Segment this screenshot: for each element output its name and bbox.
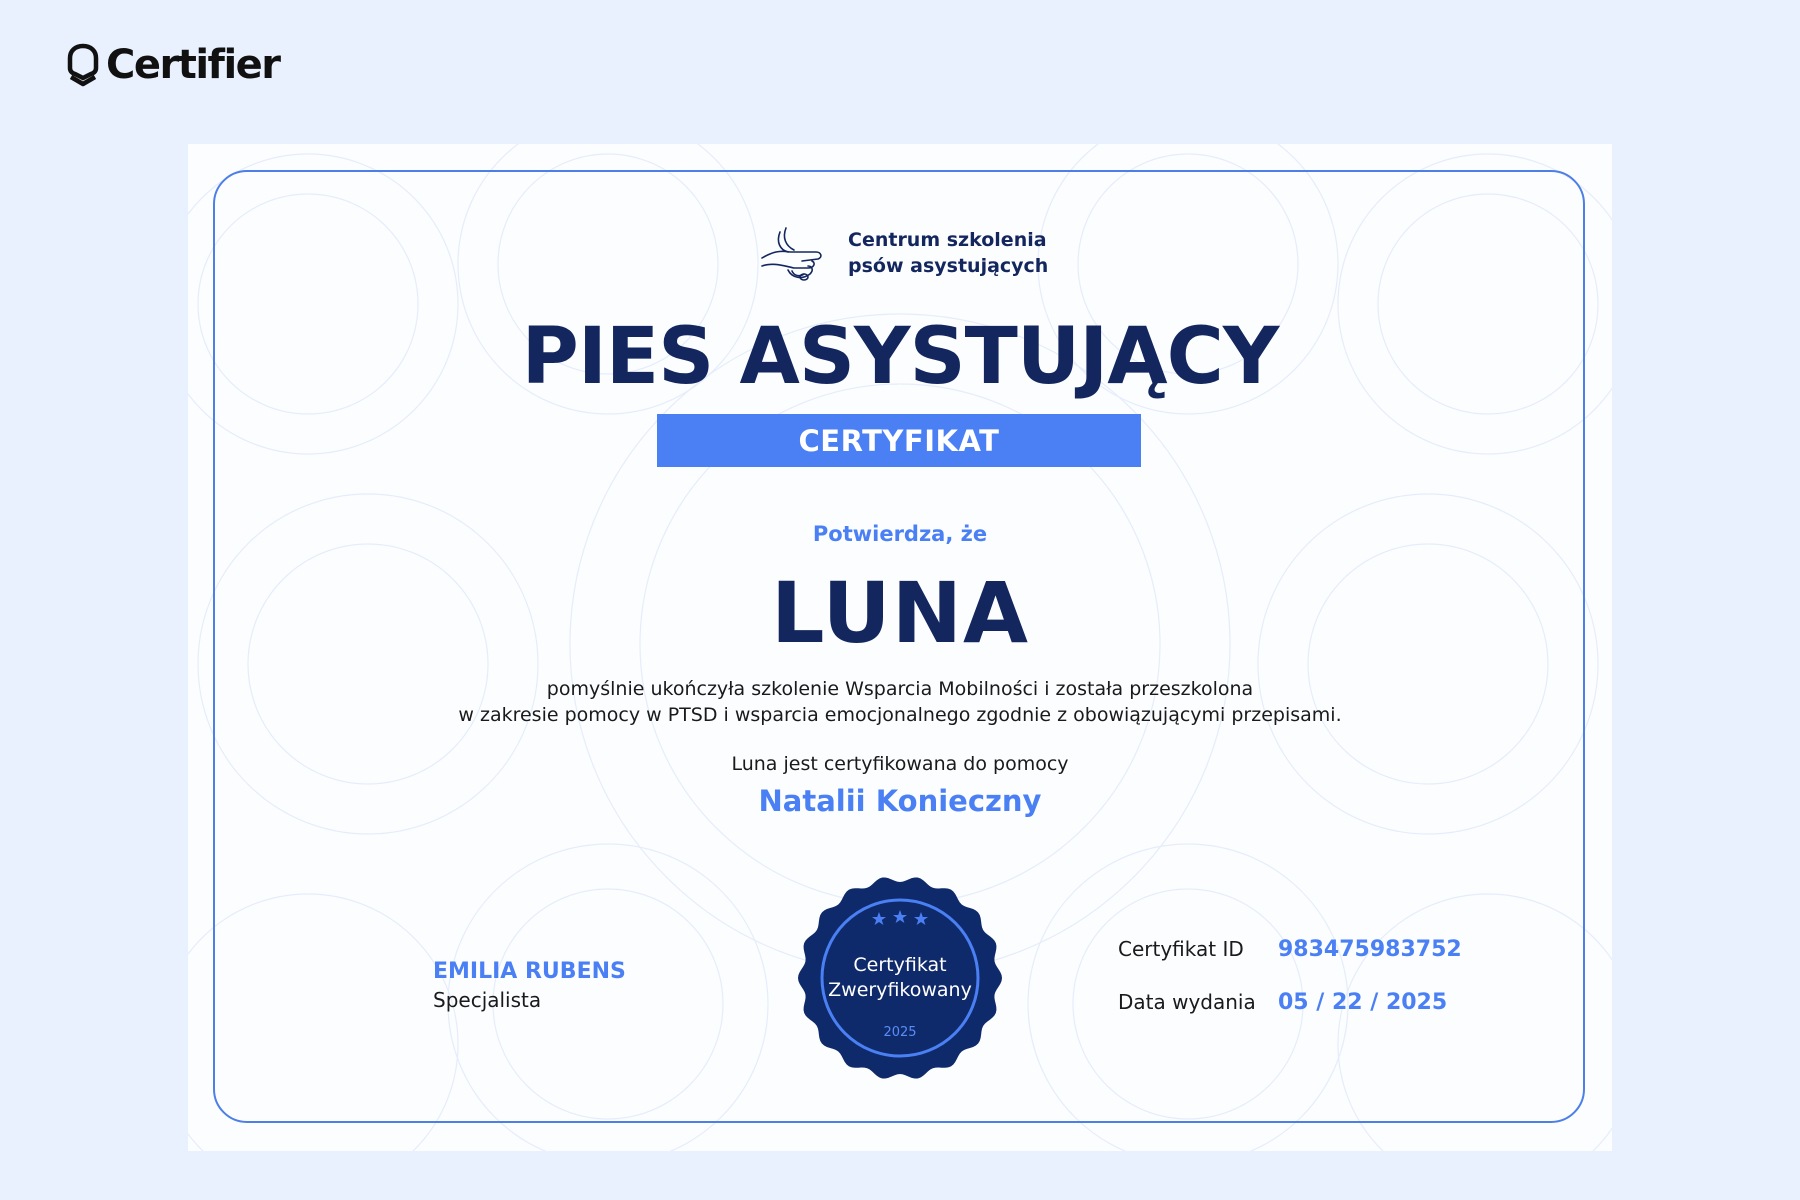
certificate-title: PIES ASYSTUJĄCY [521, 312, 1279, 402]
signer-role: Specjalista [433, 988, 542, 1012]
confirms-text: Potwierdza, że [812, 522, 988, 546]
certificate-id-value: 983475983752 [1278, 937, 1462, 962]
seal-line1: Certyfikat [853, 954, 947, 976]
verified-seal [796, 874, 1004, 1082]
handler-name: Natalii Konieczny [758, 784, 1042, 818]
description-line2: w zakresie pomocy w PTSD i wsparcia emocjonalnego zgodnie z obowiązującymi przepisami. [458, 704, 1342, 726]
seal-year: 2025 [883, 1025, 917, 1040]
seal-badge-shape [796, 874, 1004, 1082]
certificate-ribbon: CERTYFIKAT [657, 414, 1141, 467]
certificate-sheet [188, 144, 1612, 1151]
signer-block [433, 959, 626, 1012]
signer-name: EMILIA RUBENS [433, 959, 626, 984]
organization-name-line1: Centrum szkolenia [848, 229, 1047, 251]
recipient-name: LUNA [770, 564, 1030, 662]
brand-header [66, 42, 280, 88]
description-line1: pomyślnie ukończyła szkolenie Wsparcia Mobilności i została przeszkolona [546, 678, 1254, 700]
organization-header [758, 222, 1048, 284]
certified-for-text: Luna jest certyfikowana do pomocy [731, 753, 1069, 775]
certificate-description [188, 676, 1612, 728]
certificate-id-label: Certyfikat ID [1118, 937, 1244, 961]
issue-date-label: Data wydania [1118, 990, 1256, 1014]
certifier-shield-icon [66, 42, 100, 88]
hand-paw-icon [758, 222, 840, 284]
issue-date-value: 05 / 22 / 2025 [1278, 990, 1448, 1015]
organization-name-line2: psów asystujących [848, 255, 1049, 277]
seal-line2: Zweryfikowany [828, 979, 972, 1001]
brand-name: Certifier [106, 42, 280, 88]
